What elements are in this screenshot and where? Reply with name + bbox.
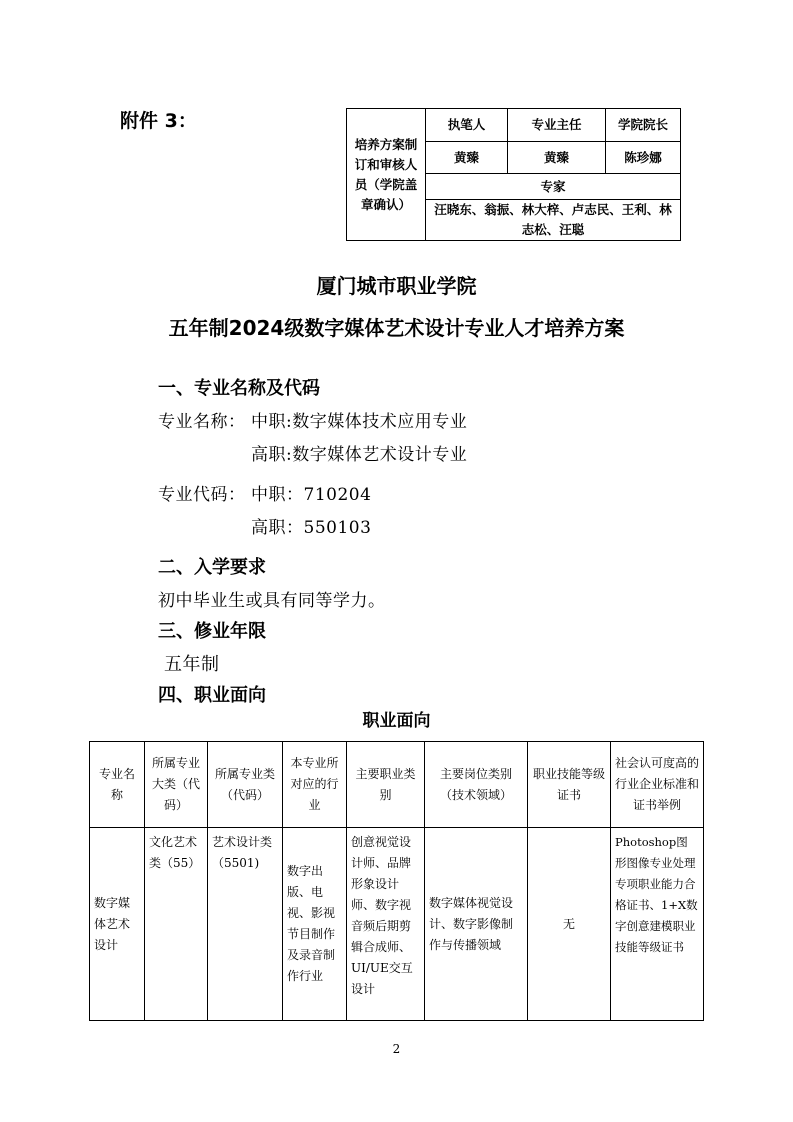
header-major-class: 所属专业类（代码） bbox=[214, 766, 275, 802]
header-industry: 本专业所对应的行业 bbox=[290, 756, 339, 812]
occupation-table-caption: 职业面向 bbox=[362, 711, 431, 731]
major-code-higher: 高职：550103 bbox=[251, 518, 372, 538]
major-code-secondary: 中职：710204 bbox=[251, 485, 372, 505]
attachment-label: 附件 3： bbox=[120, 110, 197, 132]
cell-industry: 数字出版、电视、影视节目制作及录音制作行业 bbox=[287, 864, 336, 983]
header-industry-cert: 社会认可度高的行业企业标准和证书举例 bbox=[615, 756, 700, 812]
header-major-category: 所属专业大类（代码） bbox=[151, 756, 200, 812]
cell-major-name: 数字媒体艺术设计 bbox=[94, 895, 131, 952]
program-title: 五年制2024级数字媒体艺术设计专业人才培养方案 bbox=[168, 316, 625, 340]
signoff-table bbox=[346, 108, 681, 241]
major-code-label: 专业代码： bbox=[158, 485, 246, 505]
section-1-heading: 一、专业名称及代码 bbox=[158, 378, 320, 399]
signoff-row-label: 培养方案制订和审核人员（学院盖章确认） bbox=[354, 136, 418, 212]
experts-label: 专家 bbox=[540, 178, 566, 194]
entry-requirement: 初中毕业生或具有同等学力。 bbox=[158, 591, 386, 611]
director-name: 黄臻 bbox=[543, 149, 569, 165]
page-number: 2 bbox=[392, 1042, 401, 1056]
cell-skill-cert: 无 bbox=[562, 916, 575, 931]
writer-name: 黄臻 bbox=[453, 149, 479, 165]
writer-label: 执笔人 bbox=[447, 117, 486, 132]
major-name-higher: 高职:数字媒体艺术设计专业 bbox=[251, 445, 468, 465]
header-post: 主要岗位类别（技术领域） bbox=[439, 766, 512, 802]
dean-label: 学院院长 bbox=[617, 117, 668, 132]
cell-major-class: 艺术设计类（5501) bbox=[212, 835, 273, 870]
experts-names: 汪晓东、翁振、林大梓、卢志民、王利、林志松、汪聪 bbox=[434, 202, 672, 237]
occupation-table bbox=[89, 741, 704, 1021]
school-title: 厦门城市职业学院 bbox=[316, 274, 477, 298]
cell-occupation: 创意视觉设计师、品牌形象设计师、数字视音频后期剪辑合成师、UI/UE交互设计 bbox=[351, 835, 413, 996]
major-name-label: 专业名称： bbox=[158, 412, 246, 432]
section-3-heading: 三、修业年限 bbox=[158, 621, 266, 642]
cell-post: 数字媒体视觉设计、数字影像制作与传播领域 bbox=[429, 895, 514, 952]
director-label: 专业主任 bbox=[531, 117, 582, 132]
section-4-heading: 四、职业面向 bbox=[158, 685, 266, 706]
major-name-secondary: 中职:数字媒体技术应用专业 bbox=[251, 412, 468, 432]
study-duration: 五年制 bbox=[164, 654, 220, 675]
cell-industry-cert: Photoshop图形图像专业处理专项职业能力合格证书、1+X数字创意建模职业技能等级证书 bbox=[615, 835, 698, 954]
header-occupation: 主要职业类别 bbox=[355, 766, 416, 802]
header-skill-cert: 职业技能等级证书 bbox=[532, 766, 605, 802]
header-major-name: 专业名称 bbox=[98, 766, 135, 802]
dean-name: 陈珍娜 bbox=[624, 149, 662, 165]
section-2-heading: 二、入学要求 bbox=[158, 557, 266, 578]
cell-major-category: 文化艺术类（55） bbox=[149, 835, 201, 870]
